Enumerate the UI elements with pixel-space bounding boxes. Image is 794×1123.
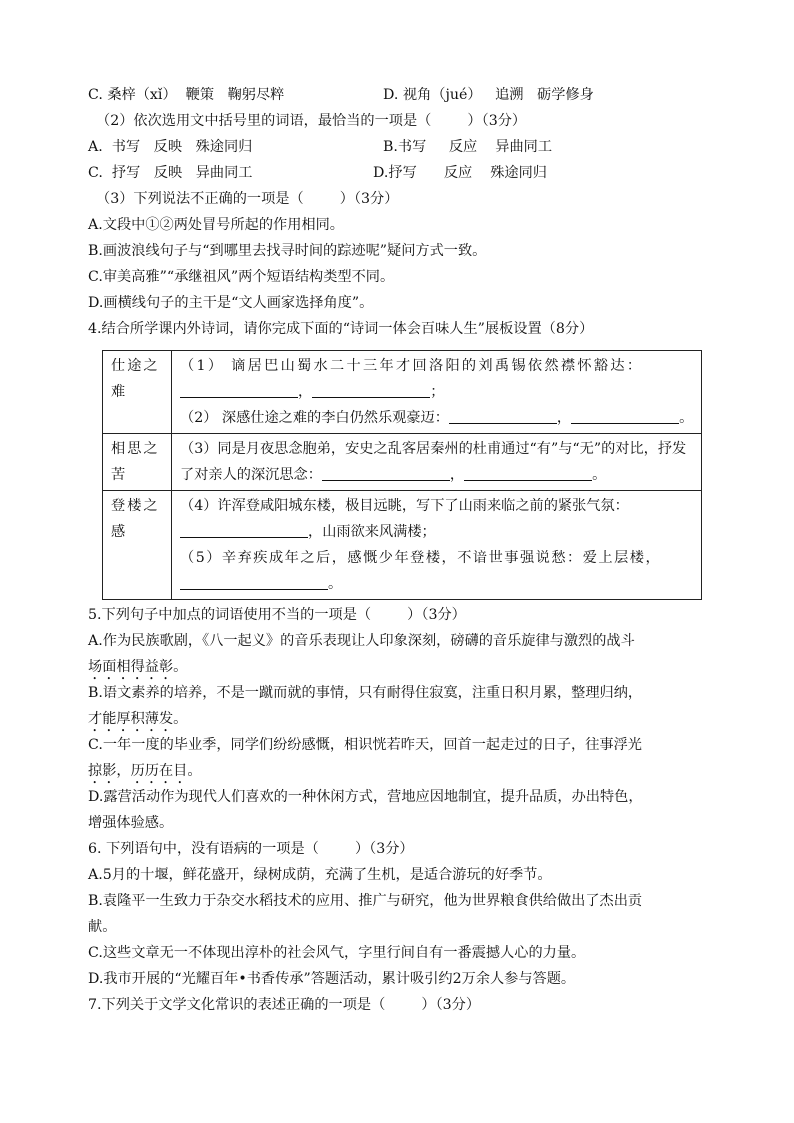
answer-blank[interactable] xyxy=(322,466,450,481)
table-row xyxy=(103,351,702,434)
row-label: 仕途之难 xyxy=(103,351,172,434)
answer-blank[interactable] xyxy=(571,409,679,424)
exam-page xyxy=(88,86,716,1022)
q3-option-a: A.文段中①②两处冒号所起的作用相同。 xyxy=(88,217,344,233)
answer-blank[interactable] xyxy=(180,575,328,590)
q3-option-b: B.画波浪线句子与“到哪里去找寻时间的踪迹呢”疑问方式一致。 xyxy=(88,243,487,259)
q1-option-d: D. 视角（jué） 追溯 砺学修身 xyxy=(383,87,594,103)
q5-stem: 5.下列句子中加点的词语使用不当的一项是（ ）（3分） xyxy=(88,607,466,623)
q7-stem: 7.下列关于文学文化常识的表述正确的一项是（ ）（3分） xyxy=(88,997,481,1013)
answer-blank[interactable] xyxy=(180,383,298,398)
q6-option-b-line2: 献。 xyxy=(88,919,117,935)
row-content xyxy=(172,351,702,434)
q5-option-b-line2: 才能厚积薄发。 xyxy=(88,711,188,727)
q3-stem: （3）下列说法不正确的一项是（ ）（3分） xyxy=(96,191,399,207)
q4-item-1: （1） 谪居巴山蜀水二十三年才回洛阳的刘禹锡依然襟怀豁达：， ； xyxy=(180,358,644,400)
row-label: 相思之苦 xyxy=(103,434,172,491)
q5-option-d-line2: 增强体验感。 xyxy=(88,815,174,831)
q5-option-b-line1: B.语文素养的培养，不是一蹴而就的事情，只有耐得住寂寞，注重日积月累，整理归纳， xyxy=(88,685,643,701)
q1-options-cd xyxy=(88,86,716,112)
q6-option-b-line1: B.袁隆平一生致力于杂交水稻技术的应用、推广与研究，他为世界粮食供给做出了杰出贡 xyxy=(88,893,643,909)
q4-item-5: （5）辛弃疾成年之后，感慨少年登楼，不谙世事强说愁：爱上层楼，。 xyxy=(180,550,662,592)
row-content xyxy=(172,434,702,491)
row-content xyxy=(172,491,702,600)
q6-option-c: C.这些文章无一不体现出淳朴的社会风气，字里行间自有一番震撼人心的力量。 xyxy=(88,945,586,961)
answer-blank[interactable] xyxy=(464,466,592,481)
q2-option-a: A. 书写 反映 殊途同归 xyxy=(88,139,253,155)
poetry-board-table xyxy=(102,350,702,600)
q1-option-c: C. 桑梓（xǐ） 鞭策 鞠躬尽粹 xyxy=(88,87,285,103)
q5-option-c-line2: 掠影，历历在目。 xyxy=(88,763,202,779)
q4-item-3: （3）同是月夜思念胞弟，安史之乱客居秦州的杜甫通过“有”与“无”的对比，抒发了对亲人的深沉思念： ， 。 xyxy=(180,441,687,483)
q2-option-c: C. 抒写 反映 异曲同工 xyxy=(88,165,253,181)
table-row xyxy=(103,434,702,491)
q2-option-b: B.书写 反应 异曲同工 xyxy=(383,139,553,155)
q5-option-a-line1: A.作为民族歌剧，《八一起义》的音乐表现让人印象深刻，磅礴的音乐旋律与激烈的战斗 xyxy=(88,633,635,649)
answer-blank[interactable] xyxy=(449,409,557,424)
row-label: 登楼之感 xyxy=(103,491,172,600)
q5-option-c-line1: C.一年一度的毕业季，同学们纷纷感慨，相识恍若昨天，回首一起走过的日子，往事浮光 xyxy=(88,737,642,753)
answer-blank[interactable] xyxy=(312,383,430,398)
q5-option-d-line1: D.露营活动作为现代人们喜欢的一种休闲方式，营地应因地制宜，提升品质，办出特色， xyxy=(88,789,643,805)
q4-item-2: （2） 深感仕途之难的李白仍然乐观豪迈： ， 。 xyxy=(180,410,694,426)
q2-stem: （2）依次选用文中括号里的词语，最恰当的一项是（ ）（3分） xyxy=(96,113,527,129)
q2-options-cd xyxy=(88,164,716,190)
q3-option-c: C.审美高雅”“承继祖风”两个短语结构类型不同。 xyxy=(88,269,395,285)
q3-option-d: D.画横线句子的主干是“文人画家选择角度”。 xyxy=(88,295,374,311)
q2-option-d: D.抒写 反应 殊途同归 xyxy=(373,165,547,181)
table-row xyxy=(103,491,702,600)
q5-option-a-line2: 场面相得益彰。 xyxy=(88,659,188,675)
q4-stem: 4.结合所学课内外诗词，请你完成下面的“诗词一体会百味人生”展板设置（8分） xyxy=(88,321,594,337)
q6-stem: 6. 下列语句中，没有语病的一项是（ ）（3分） xyxy=(88,841,414,857)
q6-option-d: D.我市开展的“光耀百年•书香传承”答题活动，累计吸引约2万余人参与答题。 xyxy=(88,971,576,987)
q4-item-4: （4）许浑登咸阳城东楼，极目远眺，写下了山雨来临之前的紧张气氛：，山雨欲来风满楼； xyxy=(180,498,629,540)
q6-option-a: A.5月的十堰，鲜花盛开，绿树成荫，充满了生机，是适合游玩的好季节。 xyxy=(88,867,552,883)
q2-options-ab xyxy=(88,138,716,164)
answer-blank[interactable] xyxy=(180,523,308,538)
